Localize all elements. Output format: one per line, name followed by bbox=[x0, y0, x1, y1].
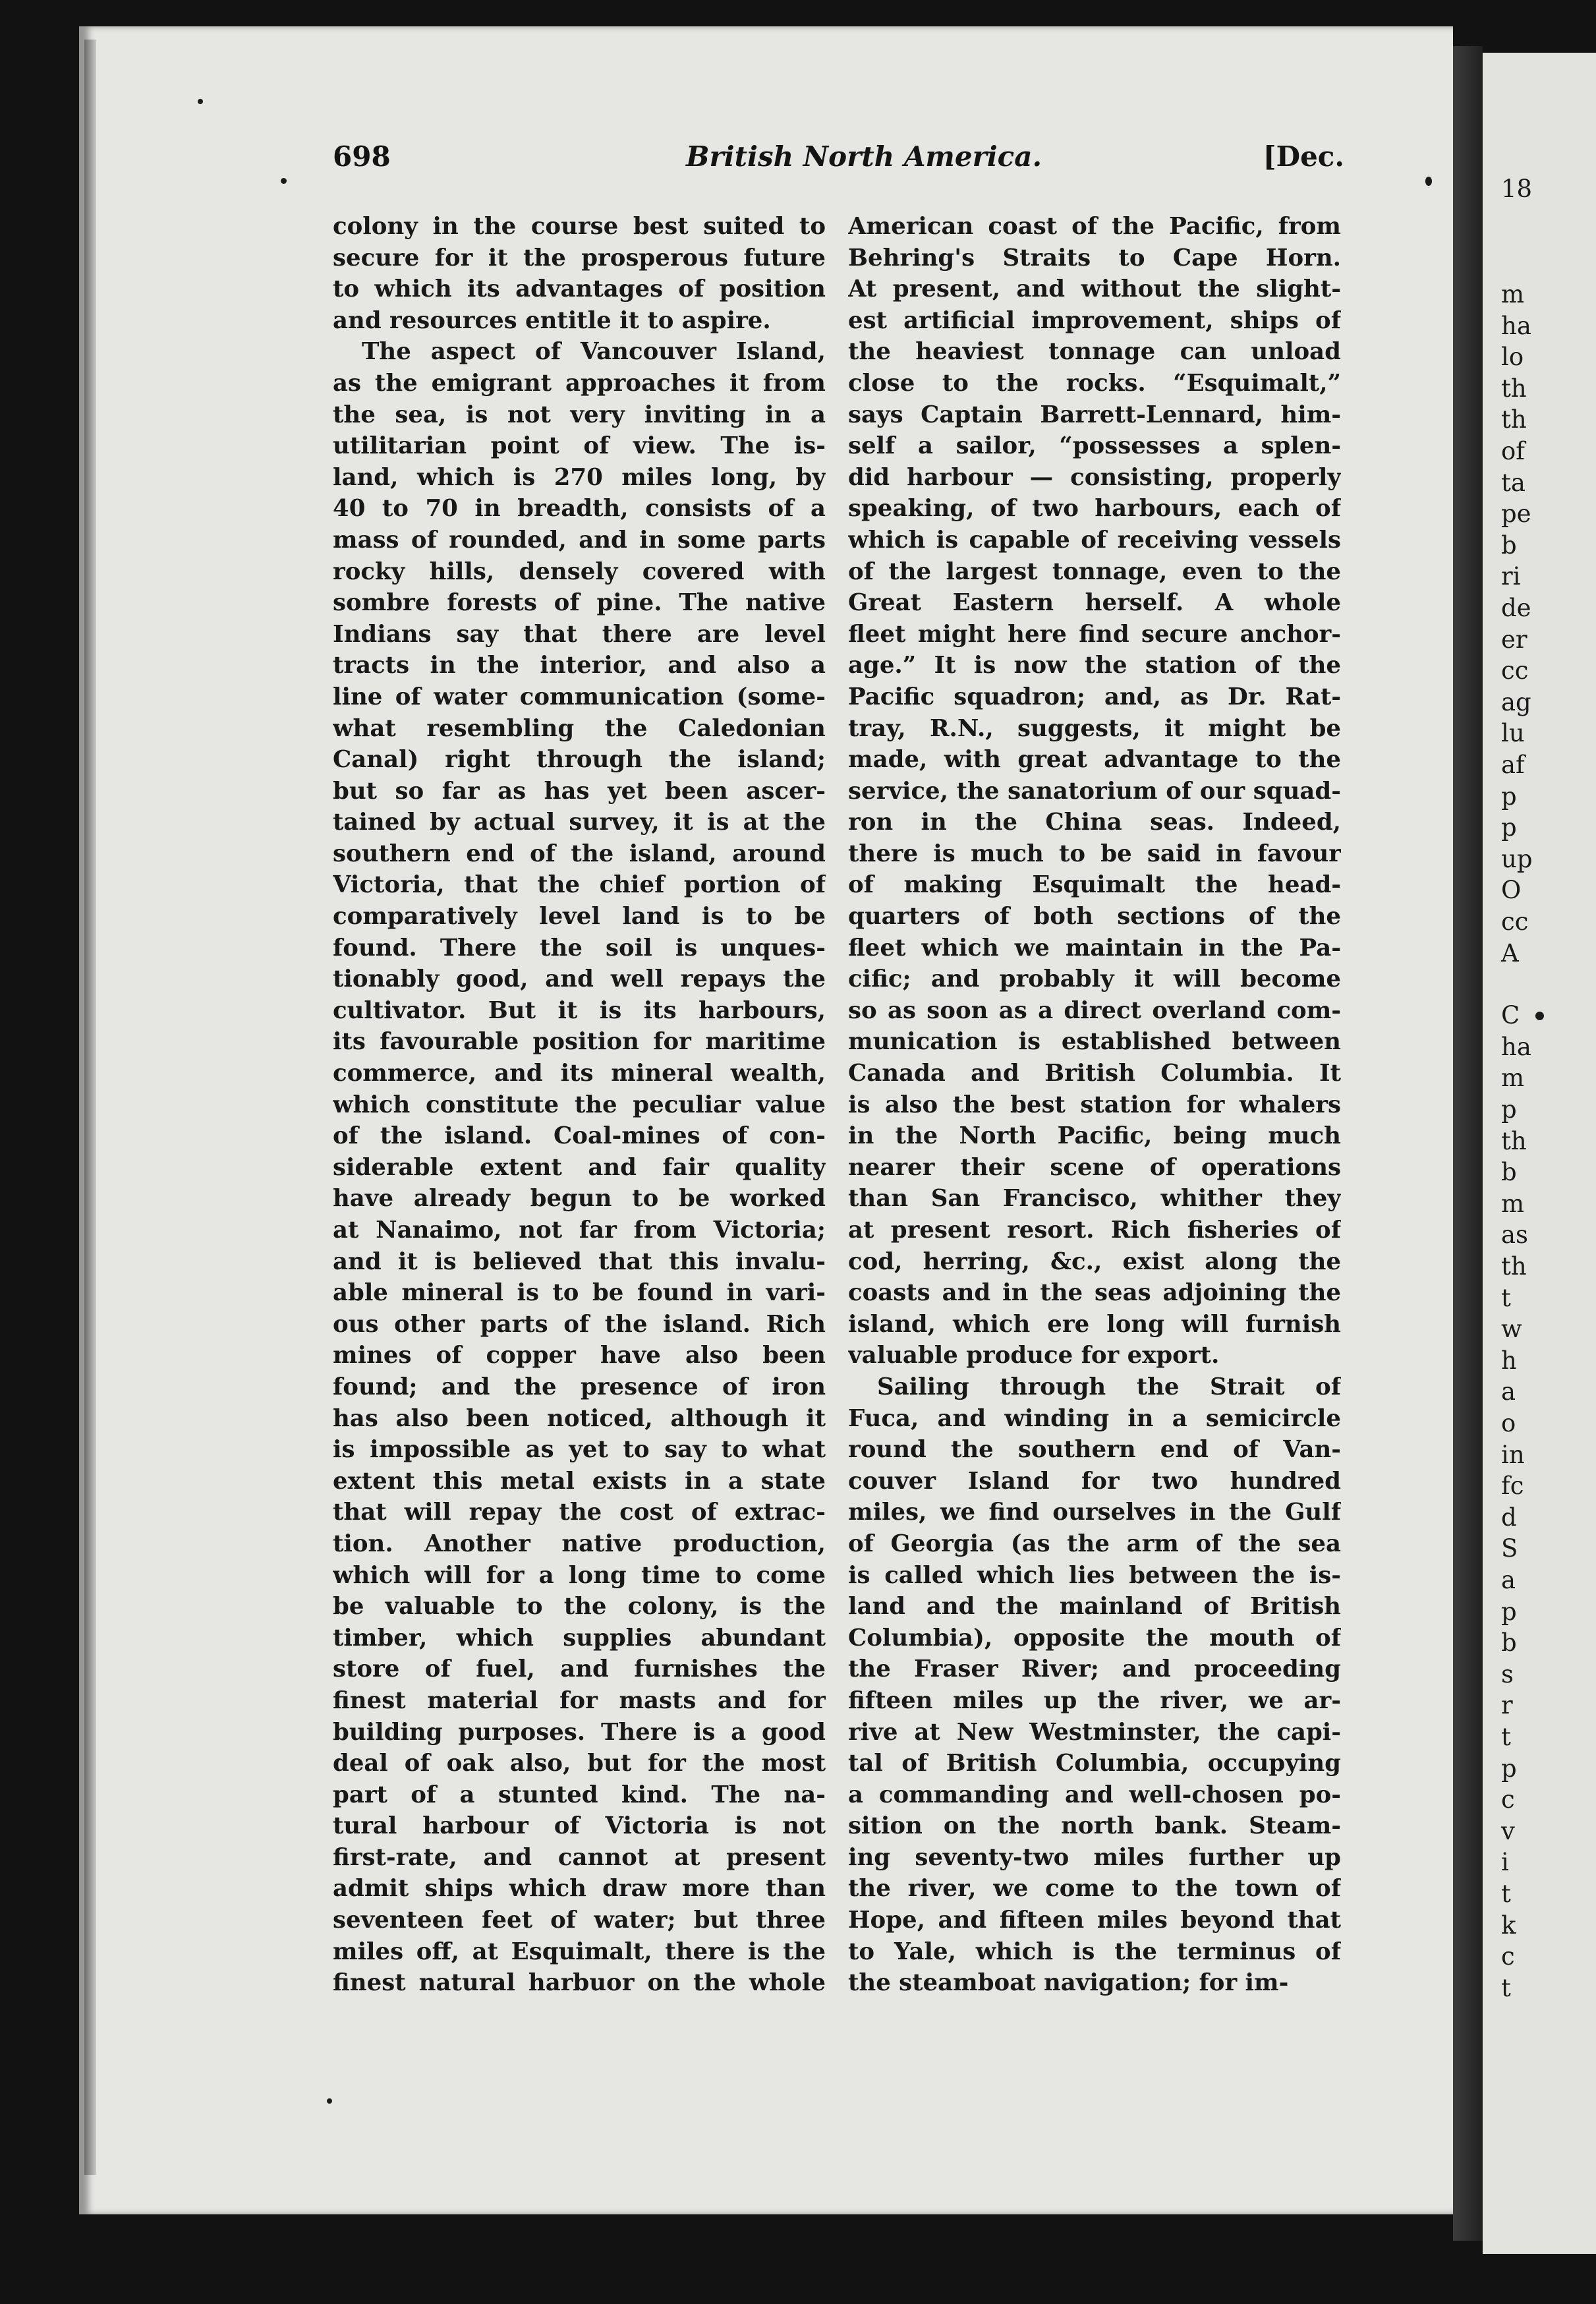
text-line: which will for a long time to come bbox=[333, 1561, 826, 1589]
scan-speck bbox=[281, 178, 287, 184]
text-line: mines of copper have also been bbox=[333, 1342, 826, 1369]
facing-page-letter: cc bbox=[1501, 656, 1529, 685]
facing-page-letter: c bbox=[1501, 1785, 1515, 1814]
text-line: The aspect of Vancouver Island, bbox=[362, 338, 826, 366]
text-line: speaking, of two harbours, each of bbox=[848, 495, 1341, 523]
text-line: which constitute the peculiar value bbox=[333, 1091, 826, 1118]
running-title: British North America. bbox=[686, 140, 1042, 173]
text-line: made, with great advantage to the bbox=[848, 746, 1341, 774]
text-line: ron in the China seas. Indeed, bbox=[848, 809, 1341, 836]
text-line: tained by actual survey, it is at the bbox=[333, 809, 826, 836]
page-edge-shadow bbox=[84, 40, 96, 2175]
text-line: Columbia), opposite the mouth of bbox=[848, 1624, 1341, 1652]
text-line: a commanding and well-chosen po- bbox=[848, 1781, 1341, 1808]
facing-page-letter: as bbox=[1501, 1221, 1529, 1250]
facing-page-letter: w bbox=[1501, 1315, 1522, 1344]
facing-page-letter: th bbox=[1501, 1252, 1527, 1281]
text-line: of Georgia (as the arm of the sea bbox=[848, 1530, 1341, 1557]
text-line: valuable produce for export. bbox=[848, 1342, 1220, 1369]
facing-page-letter: in bbox=[1501, 1440, 1525, 1469]
text-line: Canal) right through the island; bbox=[333, 746, 826, 774]
text-line: deal of oak also, but for the most bbox=[333, 1750, 826, 1777]
text-line: store of fuel, and furnishes the bbox=[333, 1656, 826, 1683]
text-line: fleet might here find secure anchor- bbox=[848, 620, 1341, 648]
facing-page-letter: er bbox=[1501, 625, 1527, 654]
text-line: found. There the soil is unques- bbox=[333, 934, 826, 962]
text-line: of the largest tonnage, even to the bbox=[848, 558, 1341, 585]
text-line: land, which is 270 miles long, by bbox=[333, 463, 826, 491]
text-line: Hope, and fifteen miles beyond that bbox=[848, 1907, 1341, 1934]
text-line: as the emigrant approaches it from bbox=[333, 369, 826, 397]
text-line: tracts in the interior, and also a bbox=[333, 652, 826, 679]
text-line: has also been noticed, although it bbox=[333, 1404, 826, 1432]
text-line: ing seventy-two miles further up bbox=[848, 1843, 1341, 1871]
text-line: at Nanaimo, not far from Victoria; bbox=[333, 1217, 826, 1244]
text-line: in the North Pacific, being much bbox=[848, 1122, 1341, 1150]
facing-page-letter: a bbox=[1501, 1566, 1516, 1594]
running-header bbox=[333, 140, 1344, 180]
text-line: which is capable of receiving vessels bbox=[848, 526, 1341, 554]
facing-page-letter: th bbox=[1501, 405, 1527, 434]
facing-page-letter: de bbox=[1501, 594, 1531, 622]
facing-page-letter: r bbox=[1501, 1691, 1513, 1720]
text-line: 40 to 70 in breadth, consists of a bbox=[333, 495, 826, 523]
text-line: nearer their scene of operations bbox=[848, 1153, 1341, 1181]
text-line: At present, and without the slight- bbox=[848, 275, 1341, 303]
facing-page-letter: t bbox=[1501, 1283, 1511, 1312]
text-line: that will repay the cost of extrac- bbox=[333, 1499, 826, 1526]
facing-page-letter: C bbox=[1501, 1001, 1520, 1030]
facing-page-letter: ta bbox=[1501, 468, 1525, 497]
facing-page-letter: d bbox=[1501, 1503, 1517, 1532]
text-line: is called which lies between the is- bbox=[848, 1561, 1341, 1589]
text-line: quarters of both sections of the bbox=[848, 903, 1341, 931]
text-line: found; and the presence of iron bbox=[333, 1373, 826, 1400]
text-line: of the island. Coal-mines of con- bbox=[333, 1122, 826, 1150]
facing-page-letter: k bbox=[1501, 1911, 1516, 1940]
scan-speck bbox=[327, 2098, 332, 2104]
text-line: timber, which supplies abundant bbox=[333, 1624, 826, 1652]
text-line: rocky hills, densely covered with bbox=[333, 558, 826, 585]
date-mark: [Dec. bbox=[1263, 140, 1344, 173]
facing-page-letter: A bbox=[1501, 938, 1519, 967]
text-line: Behring's Straits to Cape Horn. bbox=[848, 244, 1341, 272]
text-line: Fuca, and winding in a semicircle bbox=[848, 1404, 1341, 1432]
facing-page-letter: m bbox=[1501, 1189, 1525, 1218]
text-line: the heaviest tonnage can unload bbox=[848, 338, 1341, 366]
facing-page-letter: of bbox=[1501, 437, 1525, 465]
text-line: building purposes. There is a good bbox=[333, 1718, 826, 1746]
facing-page-letter: ri bbox=[1501, 562, 1521, 591]
text-line: colony in the course best suited to bbox=[333, 213, 826, 240]
text-line: is also the best station for whalers bbox=[848, 1091, 1341, 1118]
left-text-column bbox=[333, 211, 826, 1999]
scan-speck bbox=[1425, 177, 1432, 186]
text-line: extent this metal exists in a state bbox=[333, 1467, 826, 1495]
text-line: Victoria, that the chief portion of bbox=[333, 871, 826, 899]
scan-speck bbox=[1535, 1012, 1544, 1020]
facing-page-letter: t bbox=[1501, 1880, 1511, 1908]
text-line: island, which ere long will furnish bbox=[848, 1310, 1341, 1338]
facing-page-letter: cc bbox=[1501, 907, 1529, 936]
text-line: the steamboat navigation; for im- bbox=[848, 1969, 1289, 1997]
facing-page-fragment bbox=[1483, 53, 1596, 2254]
facing-page-letter: b bbox=[1501, 1158, 1517, 1187]
text-line: Canada and British Columbia. It bbox=[848, 1060, 1341, 1087]
facing-page-letter: h bbox=[1501, 1346, 1517, 1375]
text-line: secure for it the prosperous future bbox=[333, 244, 826, 272]
text-line: commerce, and its mineral wealth, bbox=[333, 1060, 826, 1087]
text-line: self a sailor, “possesses a splen- bbox=[848, 432, 1341, 460]
text-line: there is much to be said in favour bbox=[848, 840, 1341, 867]
text-line: have already begun to be worked bbox=[333, 1185, 826, 1213]
facing-page-letter: o bbox=[1501, 1409, 1516, 1437]
text-line: admit ships which draw more than bbox=[333, 1875, 826, 1903]
text-line: Pacific squadron; and, as Dr. Rat- bbox=[848, 683, 1341, 710]
facing-page-letter: b bbox=[1501, 531, 1517, 560]
text-line: first-rate, and cannot at present bbox=[333, 1843, 826, 1871]
text-line: siderable extent and fair quality bbox=[333, 1153, 826, 1181]
facing-page-letter: ha bbox=[1501, 1032, 1531, 1061]
text-line: American coast of the Pacific, from bbox=[848, 213, 1341, 240]
text-line: coasts and in the seas adjoining the bbox=[848, 1279, 1341, 1307]
text-line: ous other parts of the island. Rich bbox=[333, 1310, 826, 1338]
text-line: of making Esquimalt the head- bbox=[848, 871, 1341, 899]
text-line: land and the mainland of British bbox=[848, 1593, 1341, 1621]
text-line: couver Island for two hundred bbox=[848, 1467, 1341, 1495]
right-text-column bbox=[848, 211, 1341, 1999]
facing-page-letter: th bbox=[1501, 374, 1527, 403]
text-line: sombre forests of pine. The native bbox=[333, 589, 826, 617]
text-line: is impossible as yet to say to what bbox=[333, 1436, 826, 1464]
facing-page-letter: up bbox=[1501, 844, 1533, 873]
text-line: says Captain Barrett-Lennard, him- bbox=[848, 401, 1341, 428]
text-line: utilitarian point of view. The is- bbox=[333, 432, 826, 460]
text-line: at present resort. Rich fisheries of bbox=[848, 1217, 1341, 1244]
text-line: able mineral is to be found in vari- bbox=[333, 1279, 826, 1307]
facing-page-letter: t bbox=[1501, 1973, 1511, 2002]
text-line: so as soon as a direct overland com- bbox=[848, 996, 1341, 1024]
facing-page-letter: S bbox=[1501, 1534, 1518, 1563]
text-line: est artificial improvement, ships of bbox=[848, 306, 1341, 334]
text-line: tionably good, and well repays the bbox=[333, 965, 826, 993]
facing-page-letter: p bbox=[1501, 1095, 1517, 1124]
text-line: sition on the north bank. Steam- bbox=[848, 1812, 1341, 1840]
text-line: miles off, at Esquimalt, there is the bbox=[333, 1938, 826, 1965]
facing-page-letter: af bbox=[1501, 751, 1525, 779]
text-line: close to the rocks. “Esquimalt,” bbox=[848, 369, 1341, 397]
text-line: line of water communication (some- bbox=[333, 683, 826, 710]
facing-page-letter: ag bbox=[1501, 687, 1531, 716]
facing-page-letter: lo bbox=[1501, 343, 1524, 372]
text-line: its favourable position for maritime bbox=[333, 1028, 826, 1056]
text-line: than San Francisco, whither they bbox=[848, 1185, 1341, 1213]
text-line: fleet which we maintain in the Pa- bbox=[848, 934, 1341, 962]
facing-page-letter: th bbox=[1501, 1126, 1527, 1155]
text-line: but so far as has yet been ascer- bbox=[333, 777, 826, 805]
text-line: the river, we come to the town of bbox=[848, 1875, 1341, 1903]
scan-speck bbox=[198, 99, 203, 104]
book-gutter bbox=[1453, 46, 1483, 2241]
facing-page-letter: m bbox=[1501, 280, 1525, 308]
text-line: the sea, is not very inviting in a bbox=[333, 401, 826, 428]
text-line: to which its advantages of position bbox=[333, 275, 826, 303]
text-line: mass of rounded, and in some parts bbox=[333, 526, 826, 554]
text-line: seventeen feet of water; but three bbox=[333, 1907, 826, 1934]
text-line: Great Eastern herself. A whole bbox=[848, 589, 1341, 617]
facing-page-letter: p bbox=[1501, 1754, 1517, 1783]
facing-page-letter: b bbox=[1501, 1628, 1517, 1657]
facing-page-letter: ha bbox=[1501, 311, 1531, 340]
text-line: be valuable to the colony, is the bbox=[333, 1593, 826, 1621]
text-line: cific; and probably it will become bbox=[848, 965, 1341, 993]
text-line: fifteen miles up the river, we ar- bbox=[848, 1686, 1341, 1714]
facing-page-letter: p bbox=[1501, 813, 1517, 842]
facing-page-letter: p bbox=[1501, 782, 1517, 811]
text-line: southern end of the island, around bbox=[333, 840, 826, 867]
text-line: the Fraser River; and proceeding bbox=[848, 1656, 1341, 1683]
facing-page-letter: i bbox=[1501, 1848, 1509, 1877]
facing-page-letter: m bbox=[1501, 1064, 1525, 1093]
facing-page-letter: v bbox=[1501, 1816, 1515, 1845]
text-line: rive at New Westminster, the capi- bbox=[848, 1718, 1341, 1746]
text-line: cultivator. But it is its harbours, bbox=[333, 996, 826, 1024]
text-line: finest material for masts and for bbox=[333, 1686, 826, 1714]
facing-page-letter: lu bbox=[1501, 719, 1525, 748]
text-line: age.” It is now the station of the bbox=[848, 652, 1341, 679]
text-line: munication is established between bbox=[848, 1028, 1341, 1056]
text-line: Indians say that there are level bbox=[333, 620, 826, 648]
facing-page-letter: 18 bbox=[1501, 175, 1533, 203]
text-line: to Yale, which is the terminus of bbox=[848, 1938, 1341, 1965]
text-line: part of a stunted kind. The na- bbox=[333, 1781, 826, 1808]
text-line: tural harbour of Victoria is not bbox=[333, 1812, 826, 1840]
facing-page-letter: p bbox=[1501, 1597, 1517, 1626]
text-line: comparatively level land is to be bbox=[333, 903, 826, 931]
text-line: cod, herring, &c., exist along the bbox=[848, 1248, 1341, 1275]
facing-page-letter: O bbox=[1501, 876, 1522, 905]
text-line: and it is believed that this invalu- bbox=[333, 1248, 826, 1275]
text-line: Sailing through the Strait of bbox=[877, 1373, 1341, 1400]
text-line: service, the sanatorium of our squad- bbox=[848, 777, 1341, 805]
text-line: and resources entitle it to aspire. bbox=[333, 306, 771, 334]
text-line: what resembling the Caledonian bbox=[333, 714, 826, 742]
facing-page-letter: a bbox=[1501, 1377, 1516, 1406]
text-line: tal of British Columbia, occupying bbox=[848, 1750, 1341, 1777]
text-line: did harbour — consisting, properly bbox=[848, 463, 1341, 491]
page-number: 698 bbox=[333, 140, 391, 173]
text-line: finest natural harbuor on the whole bbox=[333, 1969, 826, 1997]
text-line: round the southern end of Van- bbox=[848, 1436, 1341, 1464]
text-line: miles, we find ourselves in the Gulf bbox=[848, 1499, 1341, 1526]
facing-page-letter: fc bbox=[1501, 1472, 1524, 1501]
facing-page-letter: pe bbox=[1501, 500, 1531, 529]
facing-page-letter: s bbox=[1501, 1659, 1514, 1688]
text-line: tray, R.N., suggests, it might be bbox=[848, 714, 1341, 742]
facing-page-letter: c bbox=[1501, 1942, 1515, 1971]
text-line: tion. Another native production, bbox=[333, 1530, 826, 1557]
facing-page-letter: t bbox=[1501, 1723, 1511, 1751]
